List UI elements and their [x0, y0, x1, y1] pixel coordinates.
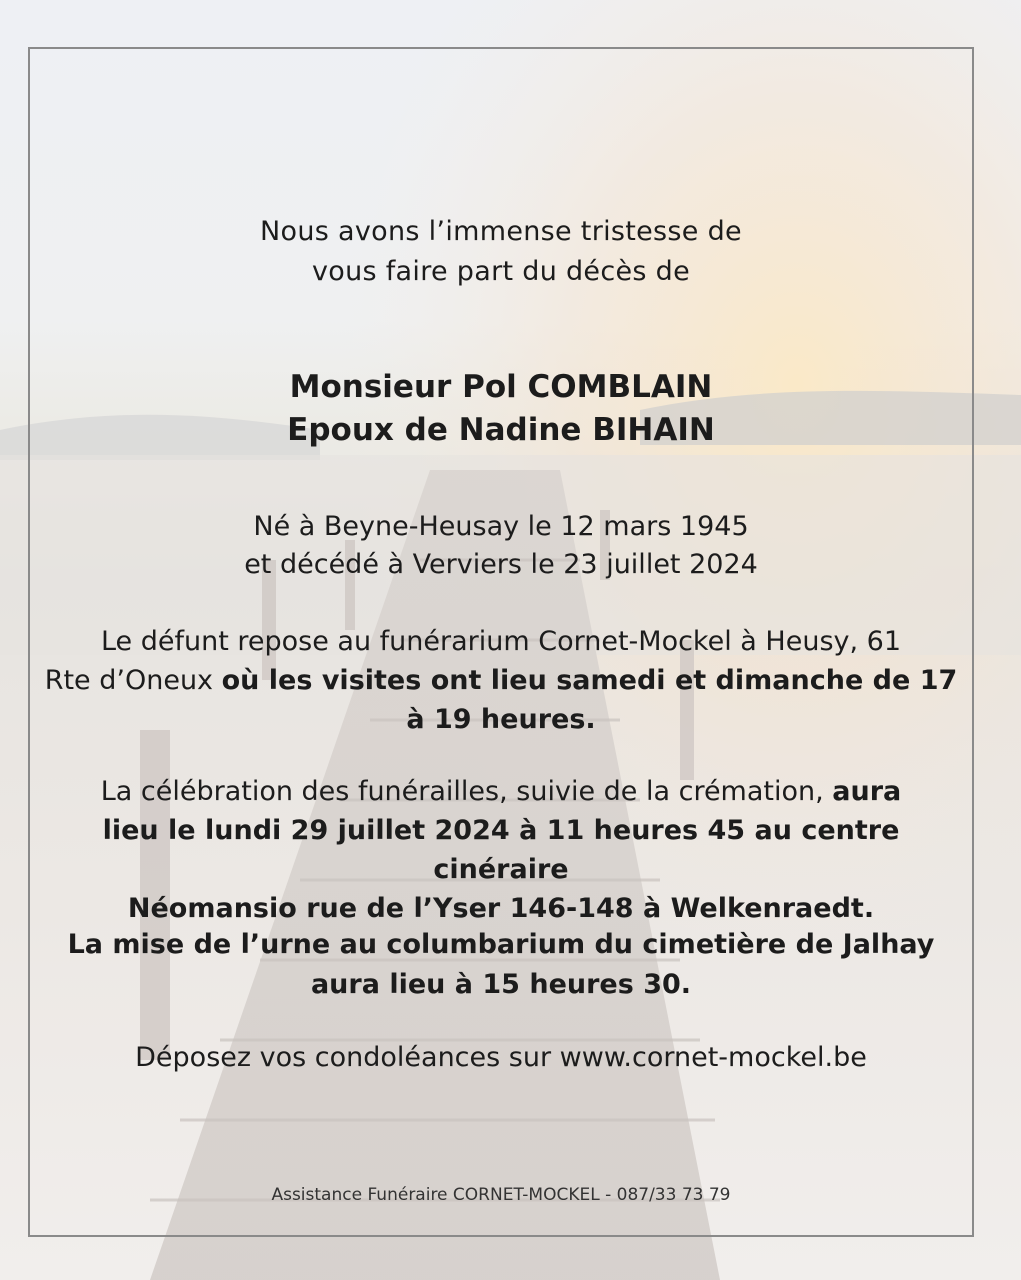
condolences-text: Déposez vos condoléances sur www.cornet-mockel.be [135, 1042, 867, 1073]
birth-info: Né à Beyne-Heusay le 12 mars 1945 [253, 511, 749, 542]
funeral-info: La célébration des funérailles, suivie de la crémation, aura lieu le lundi 29 juillet 2024 à 11 heures 45 au centre cinéraire Néomansio rue de l’Yser 146-148 à Welkenraedt. [100, 776, 902, 924]
deceased-name: Monsieur Pol COMBLAIN [289, 369, 713, 405]
deceased-names [40, 366, 962, 452]
spouse-name: Epoux de Nadine BIHAIN [287, 412, 715, 448]
urn-info: La mise de l’urne au columbarium du cimetière de Jalhay aura lieu à 15 heures 30. [67, 929, 935, 1000]
visit-info: Le défunt repose au funérarium Cornet-Mockel à Heusy, 61 Rte d’Oneux où les visites ont lieu samedi et dimanche de 17 à 19 heures. [44, 626, 958, 735]
intro-text: Nous avons l’immense tristesse de vous faire part du décès de [260, 216, 742, 287]
death-info: et décédé à Verviers le 23 juillet 2024 [244, 549, 758, 580]
footer-contact: Assistance Funéraire CORNET-MOCKEL - 087/33 73 79 [271, 1185, 731, 1205]
life-dates [40, 508, 962, 584]
